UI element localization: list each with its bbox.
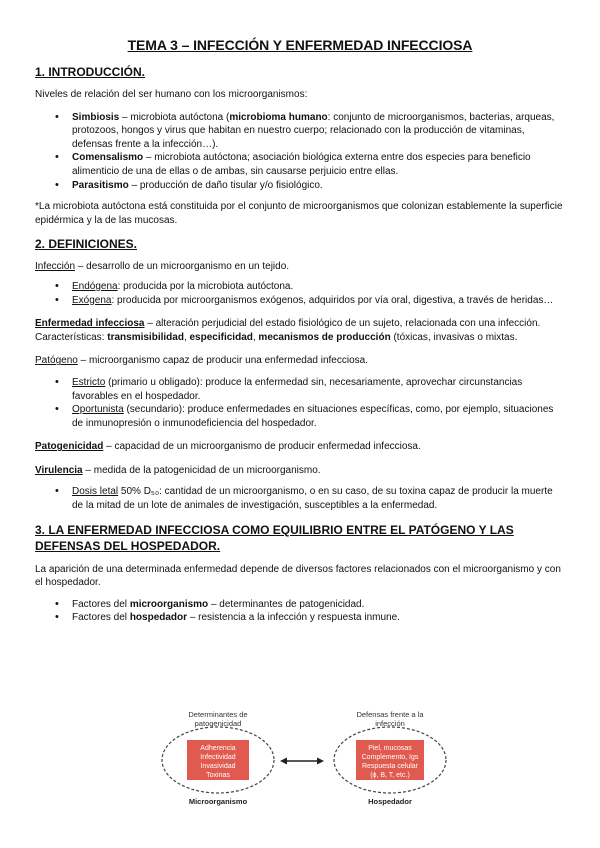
box-right-line: (ϕ, B, T, etc.) — [370, 772, 410, 779]
list-item-dosis-letal — [35, 485, 565, 512]
factores-list — [35, 598, 565, 625]
right-header-line2: infección — [375, 719, 405, 728]
document-page — [35, 36, 565, 625]
text-fragment: – producción de daño tisular y/o fisiológico. — [128, 179, 323, 191]
text-fragment: 50% D₅₀: cantidad de un microorganismo, o en su caso, de su toxina capaz de producir la muerte de la mitad de un lote de animales de investigación, susceptibles a la enfermedad. — [72, 486, 553, 512]
patogeno-list — [35, 376, 565, 430]
term-parasitismo: Parasitismo — [72, 179, 129, 191]
def-patogeno — [35, 354, 565, 368]
list-item-factor-hospedador — [35, 611, 565, 625]
section-2-heading: 2. DEFINICIONES. — [35, 237, 138, 252]
left-header-line1: Determinantes de — [188, 710, 248, 719]
box-left-line: Invasividad — [200, 763, 236, 770]
box-right-line: Complemento, Igs — [361, 754, 419, 761]
text-fragment: – microbiota autóctona ( — [119, 111, 230, 123]
term-infeccion: Infección — [35, 261, 76, 273]
text-fragment: – resistencia a la infección y respuesta inmune. — [187, 612, 400, 624]
text-fragment: (primario u obligado): produce la enfermedad sin, necesariamente, aprovechar circunstancias favorables en el hospedador. — [72, 376, 523, 402]
term-hospedador: hospedador — [129, 612, 188, 624]
text-fragment: : producida por la microbiota autóctona. — [117, 280, 294, 292]
text-fragment: (secundario): produce enfermedades en situaciones específicas, como, por ejemplo, situaciones de inmunopresión o inmunodeficiencia del hospedador. — [72, 404, 554, 429]
text-fragment: – medida de la patogenicidad de un microorganismo. — [82, 464, 321, 476]
list-item-comensalismo — [35, 151, 565, 178]
text-fragment: – desarrollo de un microorganismo en un tejido. — [75, 261, 290, 273]
double-arrow-icon — [280, 758, 324, 765]
term-oportunista: Oportunista — [72, 404, 124, 416]
page-title: TEMA 3 – INFECCIÓN Y ENFERMEDAD INFECCIOSA — [127, 37, 473, 53]
microorganismo-label: Microorganismo — [188, 797, 248, 806]
microbiota-note: *La microbiota autóctona está constituida por el conjunto de microorganismos que colonizan establemente la superficie epidérmica y la de las mucosas. — [35, 201, 563, 226]
box-left-line: Adherencia — [200, 745, 236, 752]
term-estricto: Estricto — [72, 376, 106, 388]
box-right-line: Respuesta celular — [361, 763, 419, 770]
section-1-intro: Niveles de relación del ser humano con los microorganismos: — [35, 89, 308, 100]
term-patogenicidad: Patogenicidad — [35, 441, 104, 453]
def-patogenicidad — [35, 440, 565, 454]
term-enfermedad-infecciosa: Enfermedad infecciosa — [35, 318, 145, 330]
list-item-exogena — [35, 294, 565, 308]
relation-list — [35, 111, 565, 193]
term-microbioma: microbioma humano — [229, 111, 328, 123]
text-fragment: Factores del — [72, 612, 130, 624]
section-3-heading: 3. LA ENFERMEDAD INFECCIOSA COMO EQUILIBRIO ENTRE EL PATÓGENO Y LAS DEFENSAS DEL HOSPEDADOR. — [35, 522, 514, 553]
term-mecanismos: mecanismos de producción — [258, 331, 391, 343]
list-item-parasitismo — [35, 179, 565, 193]
def-infeccion — [35, 260, 565, 274]
list-item-estricto — [35, 376, 565, 403]
text-fragment: – capacidad de un microorganismo de producir enfermedad infecciosa. — [103, 441, 421, 453]
text-fragment: Factores del — [72, 598, 130, 610]
left-header-line2: patogenicidad — [194, 719, 242, 728]
def-enfermedad-infecciosa — [35, 317, 565, 344]
list-item-simbiosis — [35, 111, 565, 152]
section-1-heading: 1. INTRODUCCIÓN. — [35, 65, 146, 79]
text-fragment: – microbiota autóctona; asociación biológica externa entre dos especies para beneficio alimenticio de una de ellas o de ambas, sin causarse perjuicio entre ellas. — [72, 152, 531, 177]
term-comensalismo: Comensalismo — [72, 152, 144, 164]
text-fragment: : producida por microorganismos exógenos, adquiridos por vía oral, digestiva, a través de heridas… — [111, 294, 554, 306]
text-fragment: – alteración perjudicial del estado fisiológico de un sujeto, relacionada con una infección. Características: — [35, 318, 541, 343]
box-left-line: Infectividad — [200, 754, 236, 761]
equilibrium-diagram — [160, 700, 450, 810]
text-fragment: : conjunto de microorganismos, bacterias, arqueas, protozoos, hongos y virus que habitan en nuestro cuerpo; relacionado con la producción de vitaminas, defensas frente a la infección…). — [72, 111, 555, 150]
def-virulencia — [35, 464, 565, 478]
term-microorganismo: microorganismo — [129, 598, 209, 610]
text-fragment: – determinantes de patogenicidad. — [208, 598, 365, 610]
box-left-line: Toxinas — [206, 772, 230, 779]
virulencia-list — [35, 485, 565, 512]
right-header-line1: Defensas frente a la — [356, 710, 424, 719]
list-item-factor-microorganismo — [35, 598, 565, 612]
infeccion-list — [35, 280, 565, 307]
term-exogena: Exógena — [72, 294, 112, 306]
text-fragment: (tóxicas, invasivas o mixtas. — [390, 331, 518, 343]
term-especificidad: especificidad — [189, 331, 253, 343]
list-item-oportunista — [35, 403, 565, 430]
term-transmisibilidad: transmisibilidad — [107, 331, 184, 343]
term-virulencia: Virulencia — [35, 464, 83, 476]
text-fragment: , — [252, 331, 259, 343]
section-3-intro: La aparición de una determinada enfermedad depende de diversos factores relacionados con el microorganismo y con el hospedador. — [35, 563, 561, 589]
hospedador-label: Hospedador — [368, 797, 412, 806]
term-simbiosis: Simbiosis — [72, 111, 120, 123]
term-patogeno: Patógeno — [35, 355, 78, 367]
text-fragment: , — [183, 331, 190, 343]
box-right-line: Piel, mucosas — [368, 745, 412, 752]
text-fragment: – microorganismo capaz de producir una enfermedad infecciosa. — [77, 355, 368, 367]
term-dosis-letal: Dosis letal — [72, 486, 119, 498]
list-item-endogena — [35, 280, 565, 294]
term-endogena: Endógena — [72, 280, 118, 292]
